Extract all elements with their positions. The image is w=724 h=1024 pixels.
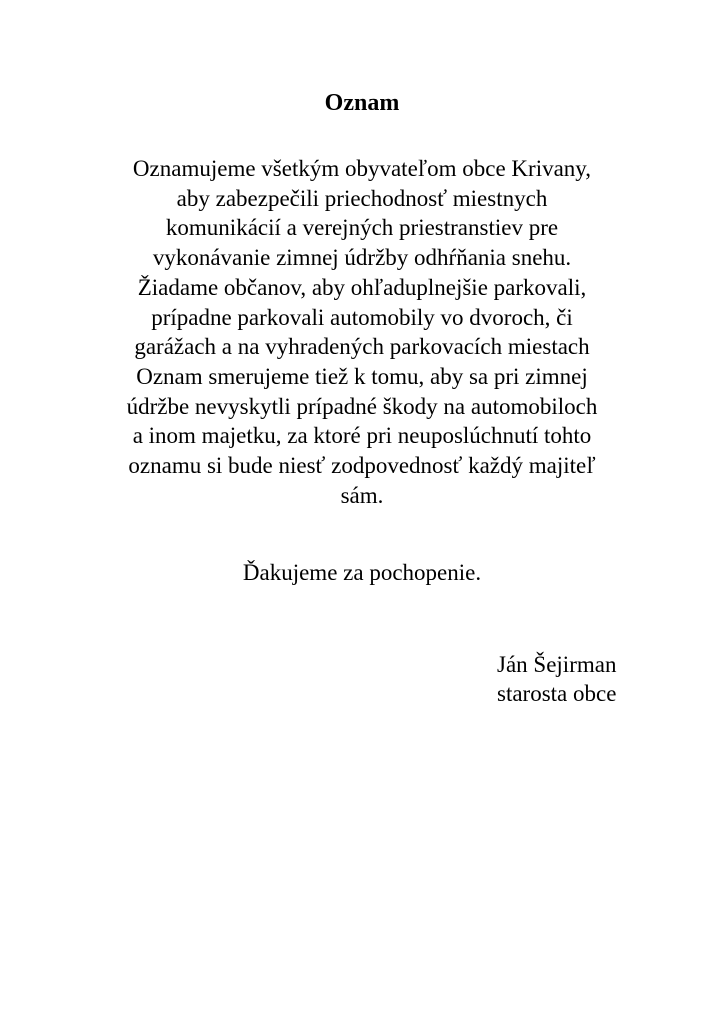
body-line: aby zabezpečili priechodnosť miestnych: [176, 185, 548, 211]
notice-title: Oznam: [324, 90, 400, 116]
body-line: údržbe nevyskytli prípadné škody na automobiloch: [126, 393, 598, 419]
signature-role: starosta obce: [497, 681, 617, 706]
body-line: komunikácií a verejných priestranstiev pre: [165, 215, 559, 241]
signature-block: [497, 650, 616, 708]
body-line: prípadne parkovali automobily vo dvoroch, či: [151, 304, 573, 330]
notice-body: [40, 154, 684, 510]
body-line: vykonávanie zimnej údržby odhŕňania snehu.: [152, 245, 572, 271]
body-line: garážach a na vyhradených parkovacích miestach: [134, 334, 590, 360]
signature-name: Ján Šejirman: [497, 652, 617, 677]
body-line: Oznam smerujeme tiež k tomu, aby sa pri zimnej: [136, 363, 588, 389]
body-line: sám.: [340, 482, 384, 508]
body-line: oznamu si bude niesť zodpovednosť každý majiteľ: [128, 453, 596, 479]
body-line: Žiadame občanov, aby ohľaduplnejšie parkovali,: [137, 274, 587, 300]
body-line: Oznamujeme všetkým obyvateľom obce Krivany,: [132, 156, 592, 181]
body-line: a inom majetku, za ktoré pri neuposlúchnutí tohto: [132, 423, 592, 449]
thanks-line: Ďakujeme za pochopenie.: [242, 560, 482, 585]
